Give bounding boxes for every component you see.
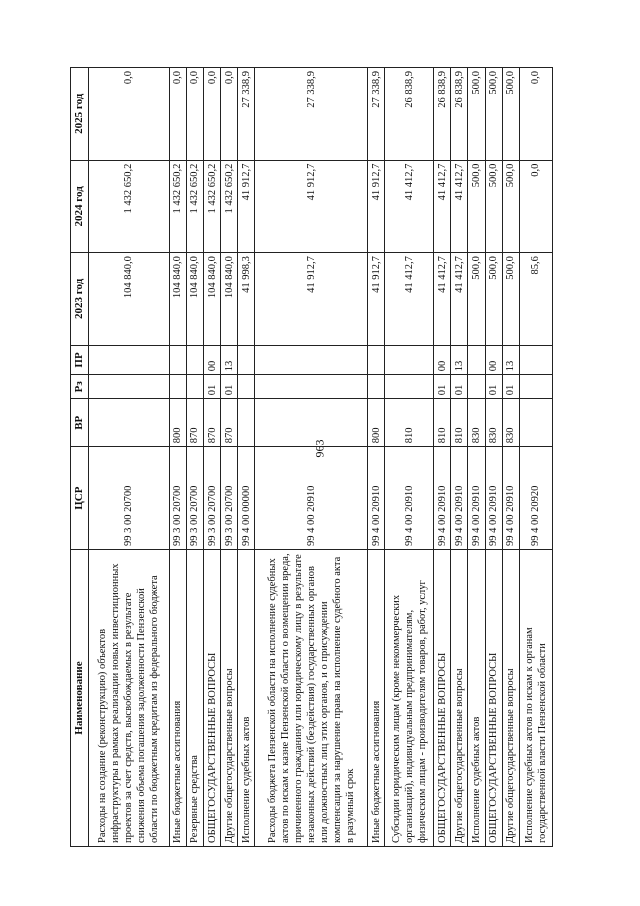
cell-pr [238, 345, 255, 375]
cell-rz [169, 375, 186, 399]
table-row [368, 68, 385, 847]
cell-2025: 26 838,9 [451, 68, 468, 161]
cell-2024: 1 432 650,2 [204, 160, 221, 253]
cell-pr [89, 345, 170, 375]
cell-2025: 500,0 [485, 68, 502, 161]
cell-name: Иные бюджетные ассигнования [169, 550, 186, 847]
cell-csr: 99 4 00 20910 [368, 447, 385, 550]
cell-2023: 104 840,0 [89, 253, 170, 346]
cell-2025: 27 338,9 [255, 68, 368, 161]
cell-csr: 99 4 00 20920 [519, 447, 552, 550]
cell-2025: 0,0 [186, 68, 203, 161]
cell-rz [186, 375, 203, 399]
table-row [204, 68, 221, 847]
cell-rz [255, 375, 368, 399]
cell-csr: 99 3 00 20700 [89, 447, 170, 550]
cell-2025: 0,0 [221, 68, 238, 161]
cell-2024: 1 432 650,2 [89, 160, 170, 253]
cell-rz: 01 [451, 375, 468, 399]
cell-pr: 00 [204, 345, 221, 375]
cell-2023: 500,0 [468, 253, 485, 346]
cell-pr [186, 345, 203, 375]
cell-pr: 13 [451, 345, 468, 375]
cell-2023: 41 412,7 [434, 253, 451, 346]
cell-2023: 41 912,7 [255, 253, 368, 346]
cell-csr: 99 3 00 20700 [204, 447, 221, 550]
cell-csr: 99 4 00 20910 [255, 447, 368, 550]
cell-name: Другие общегосударственные вопросы [502, 550, 519, 847]
cell-2024: 500,0 [468, 160, 485, 253]
table-row [485, 68, 502, 847]
cell-name: Другие общегосударственные вопросы [221, 550, 238, 847]
cell-pr: 13 [502, 345, 519, 375]
cell-2025: 0,0 [169, 68, 186, 161]
cell-pr [255, 345, 368, 375]
page-number: 963 [312, 439, 327, 458]
table-row [468, 68, 485, 847]
cell-2024: 41 412,7 [451, 160, 468, 253]
cell-vr: 830 [502, 399, 519, 447]
cell-rz: 01 [434, 375, 451, 399]
table-row [186, 68, 203, 847]
cell-pr: 13 [221, 345, 238, 375]
table-row [89, 68, 170, 847]
cell-2024: 500,0 [502, 160, 519, 253]
cell-name: Резервные средства [186, 550, 203, 847]
cell-rz [519, 375, 552, 399]
rotated-table-container [70, 67, 553, 847]
header-vr: ВР [71, 399, 89, 447]
cell-csr: 99 4 00 00000 [238, 447, 255, 550]
cell-2023: 41 912,7 [368, 253, 385, 346]
header-name: Наименование [71, 550, 89, 847]
cell-vr: 810 [385, 399, 434, 447]
cell-2025: 0,0 [204, 68, 221, 161]
cell-vr [255, 399, 368, 447]
cell-name: Расходы на создание (реконструкцию) объектов инфраструктуры в рамках реализации новых инвестиционных проектов за счет средств, высвобождаемых в результате снижения объема погашения задолженности Пензенской области по бюджетным кредитам из федерального бюджета [89, 550, 170, 847]
cell-2024: 41 912,7 [238, 160, 255, 253]
cell-pr [169, 345, 186, 375]
cell-2025: 500,0 [468, 68, 485, 161]
cell-2023: 85,6 [519, 253, 552, 346]
cell-2024: 500,0 [485, 160, 502, 253]
cell-vr: 870 [204, 399, 221, 447]
table-row [434, 68, 451, 847]
cell-rz: 01 [502, 375, 519, 399]
cell-2023: 104 840,0 [186, 253, 203, 346]
cell-2023: 104 840,0 [204, 253, 221, 346]
cell-vr [89, 399, 170, 447]
table-row [255, 68, 368, 847]
cell-2024: 41 412,7 [385, 160, 434, 253]
cell-rz: 01 [485, 375, 502, 399]
cell-2023: 41 998,3 [238, 253, 255, 346]
cell-name: Исполнение судебных актов по искам к органам государственной власти Пензенской области [519, 550, 552, 847]
header-rz: Рз [71, 375, 89, 399]
cell-2024: 1 432 650,2 [169, 160, 186, 253]
cell-vr [519, 399, 552, 447]
cell-rz: 01 [221, 375, 238, 399]
cell-name: ОБЩЕГОСУДАРСТВЕННЫЕ ВОПРОСЫ [204, 550, 221, 847]
cell-csr: 99 4 00 20910 [434, 447, 451, 550]
cell-name: ОБЩЕГОСУДАРСТВЕННЫЕ ВОПРОСЫ [434, 550, 451, 847]
cell-2024: 41 412,7 [434, 160, 451, 253]
table-row [238, 68, 255, 847]
cell-2025: 0,0 [89, 68, 170, 161]
cell-vr: 800 [169, 399, 186, 447]
header-2025: 2025 год [71, 68, 89, 161]
cell-2023: 104 840,0 [169, 253, 186, 346]
cell-vr: 810 [451, 399, 468, 447]
cell-vr [238, 399, 255, 447]
cell-csr: 99 4 00 20910 [468, 447, 485, 550]
cell-vr: 830 [468, 399, 485, 447]
cell-2025: 26 838,9 [434, 68, 451, 161]
cell-rz: 01 [204, 375, 221, 399]
cell-vr: 800 [368, 399, 385, 447]
cell-2025: 500,0 [502, 68, 519, 161]
cell-pr: 00 [434, 345, 451, 375]
cell-pr [519, 345, 552, 375]
cell-vr: 870 [186, 399, 203, 447]
table-row [519, 68, 552, 847]
cell-csr: 99 4 00 20910 [502, 447, 519, 550]
cell-2023: 41 412,7 [451, 253, 468, 346]
cell-2023: 500,0 [485, 253, 502, 346]
cell-name: Исполнение судебных актов [238, 550, 255, 847]
header-2023: 2023 год [71, 253, 89, 346]
cell-2025: 27 338,9 [368, 68, 385, 161]
cell-name: Другие общегосударственные вопросы [451, 550, 468, 847]
cell-2023: 41 412,7 [385, 253, 434, 346]
cell-2024: 1 432 650,2 [186, 160, 203, 253]
cell-vr: 830 [485, 399, 502, 447]
cell-name: ОБЩЕГОСУДАРСТВЕННЫЕ ВОПРОСЫ [485, 550, 502, 847]
cell-name: Иные бюджетные ассигнования [368, 550, 385, 847]
table-header-row [71, 68, 89, 847]
cell-csr: 99 3 00 20700 [221, 447, 238, 550]
table-row [169, 68, 186, 847]
cell-csr: 99 4 00 20910 [485, 447, 502, 550]
cell-name: Субсидии юридическим лицам (кроме некоммерческих организаций), индивидуальным предпринимателям, физическим лицам - производителям товаров, работ, услуг [385, 550, 434, 847]
table-row [385, 68, 434, 847]
cell-name: Исполнение судебных актов [468, 550, 485, 847]
budget-table [70, 67, 553, 847]
cell-rz [238, 375, 255, 399]
cell-csr: 99 4 00 20910 [451, 447, 468, 550]
cell-2025: 27 338,9 [238, 68, 255, 161]
cell-2025: 0,0 [519, 68, 552, 161]
table-row [502, 68, 519, 847]
header-pr: ПР [71, 345, 89, 375]
cell-2024: 41 912,7 [368, 160, 385, 253]
cell-pr: 00 [485, 345, 502, 375]
cell-pr [468, 345, 485, 375]
cell-2025: 26 838,9 [385, 68, 434, 161]
cell-2023: 104 840,0 [221, 253, 238, 346]
cell-vr: 810 [434, 399, 451, 447]
cell-2024: 0,0 [519, 160, 552, 253]
cell-vr: 870 [221, 399, 238, 447]
cell-name: Расходы бюджета Пензенской области на исполнение судебных актов по искам к казне Пензенской области о возмещении вреда, причиненного гражданину или юридическому лицу в результате незаконных действий (бездействия) государственных органов или должностных лиц этих органов, и о присуждении компенсации за нарушение права на исполнение судебного акта в разумный срок [255, 550, 368, 847]
header-2024: 2024 год [71, 160, 89, 253]
table-row [221, 68, 238, 847]
cell-csr: 99 3 00 20700 [169, 447, 186, 550]
header-csr: ЦСР [71, 447, 89, 550]
cell-2023: 500,0 [502, 253, 519, 346]
cell-rz [385, 375, 434, 399]
cell-csr: 99 4 00 20910 [385, 447, 434, 550]
table-row [451, 68, 468, 847]
cell-pr [385, 345, 434, 375]
cell-csr: 99 3 00 20700 [186, 447, 203, 550]
cell-2024: 41 912,7 [255, 160, 368, 253]
cell-rz [89, 375, 170, 399]
cell-pr [368, 345, 385, 375]
cell-rz [468, 375, 485, 399]
cell-2024: 1 432 650,2 [221, 160, 238, 253]
cell-rz [368, 375, 385, 399]
